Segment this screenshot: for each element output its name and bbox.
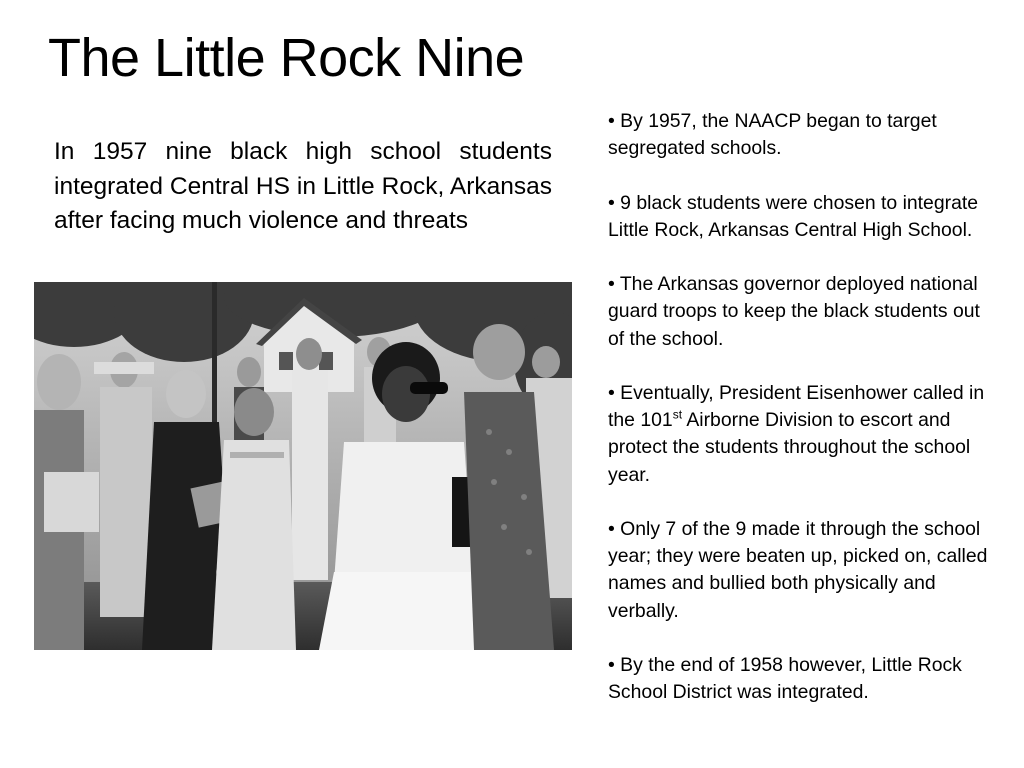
historical-photo: [34, 282, 572, 650]
bullet-district-integrated: [608, 652, 1000, 706]
bullet-text: • 9 black students were chosen to integrate Little Rock, Arkansas Central High School.: [608, 191, 979, 241]
bullet-seven-of-nine: [608, 516, 1000, 625]
ordinal-suffix: st: [672, 407, 683, 422]
bullet-text-continued: Airborne Division to escort and protect the students throughout the school year.: [608, 409, 971, 486]
bullet-eisenhower: [608, 380, 1000, 489]
bullet-text: • By the end of 1958 however, Little Rock School District was integrated.: [608, 653, 962, 704]
bullet-text: • The Arkansas governor deployed national guard troops to keep the black students out of the school.: [608, 273, 980, 350]
bullet-students-chosen: [608, 190, 1000, 244]
bullet-naacp: [608, 108, 1000, 162]
bullet-text: • Only 7 of the 9 made it through the school year; they were beaten up, picked on, called names and bullied both physically and verbally.: [608, 517, 988, 622]
bullet-text: • Eventually, President Eisenhower called in the 101: [608, 381, 985, 432]
bullet-national-guard: [608, 271, 1000, 353]
slide-title: The Little Rock Nine: [48, 28, 525, 88]
bullet-text: • By 1957, the NAACP began to target segregated schools.: [608, 110, 937, 160]
intro-paragraph: In 1957 nine black high school students integrated Central HS in Little Rock, Arkansas after facing much violence and threats: [54, 138, 552, 234]
bullet-list: [608, 108, 1000, 734]
